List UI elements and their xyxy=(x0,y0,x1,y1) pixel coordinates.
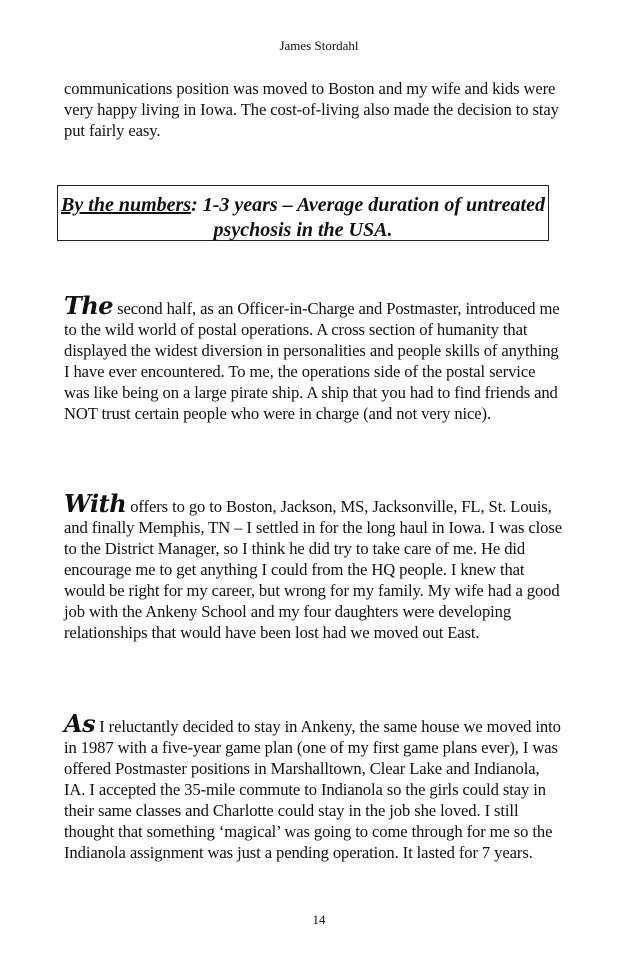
page-number: 14 xyxy=(312,912,326,927)
paragraph-text: second half, as an Officer-in-Charge and Postmaster, introduced me to the wild world of postal operations. A cross section of humanity that displayed the widest diversion in personalities and people skills of anything I have ever encountered. To me, the operations side of the postal service was like being on a large pirate ship. A ship that you had to find friends and NOT trust certain people who were in charge (and not very nice). xyxy=(64,299,560,423)
callout-text: : 1-3 years – Average duration of untreated psychosis in the USA. xyxy=(191,194,545,241)
paragraph-lead-word: With xyxy=(64,489,127,518)
paragraph-text: I reluctantly decided to stay in Ankeny, the same house we moved into in 1987 with a five-year game plan (one of my first game plans ever), I was offered Postmaster positions in Marshalltown, Clear Lake and Indianola, IA. I accepted the 35-mile commute to Indianola so the girls could stay in their same classes and Charlotte could stay in the job she loved. I still thought that something ‘magical’ was going to come through for me so the Indianola assignment was just a pending operation. It lasted for 7 years. xyxy=(64,717,561,862)
callout-label: By the numbers xyxy=(61,194,192,216)
body-paragraph xyxy=(64,489,564,643)
paragraph-text: communications position was moved to Boston and my wife and kids were very happy living in Iowa. The cost-of-living also made the decision to stay put fairly easy. xyxy=(64,79,559,140)
paragraph-text: offers to go to Boston, Jackson, MS, Jacksonville, FL, St. Louis, and finally Memphis, TN – I settled in for the long haul in Iowa. I was close to the District Manager, so I think he did try to take care of me. He did encourage me to get anything I could from the HQ people. I knew that would be right for my career, but wrong for my family. My wife had a good job with the Ankeny School and my four daughters were developing relationships that would have been lost had we moved out East. xyxy=(64,497,562,642)
paragraph-lead-word: As xyxy=(64,709,96,738)
body-paragraph-continued xyxy=(64,78,564,141)
body-paragraph xyxy=(64,291,564,424)
by-the-numbers-callout xyxy=(57,185,549,241)
body-paragraph xyxy=(64,709,564,863)
paragraph-lead-word: The xyxy=(64,291,114,320)
running-header: James Stordahl xyxy=(279,38,359,53)
